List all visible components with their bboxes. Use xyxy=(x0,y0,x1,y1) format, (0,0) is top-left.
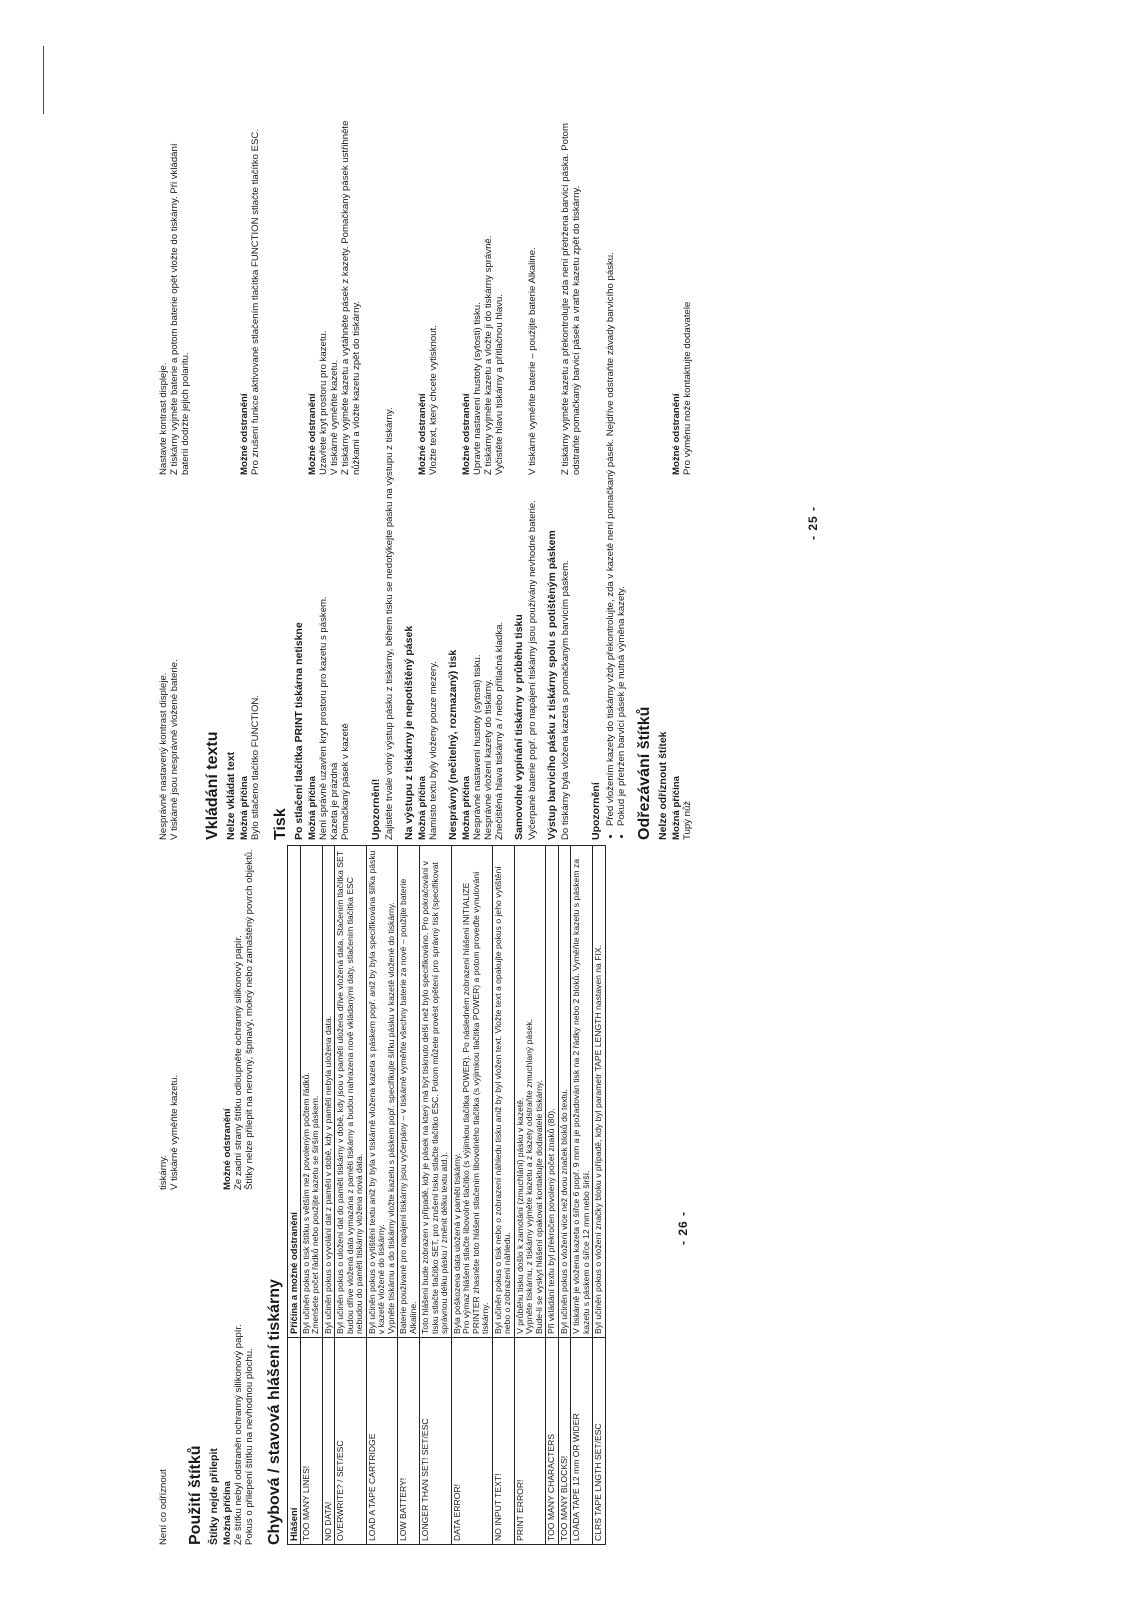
error-table-row xyxy=(451,846,492,1545)
warning-head: Upozornění! xyxy=(370,778,382,840)
error-message: TOO MANY CHARACTERS xyxy=(546,1338,559,1545)
error-table-row xyxy=(335,846,367,1545)
page-number-26: - 26 - xyxy=(676,1210,690,1245)
cause-head: Možná příčina xyxy=(222,1481,233,1545)
use-labels-heads xyxy=(222,845,233,1545)
cause: Pomačkaný pásek v kazetě xyxy=(340,723,351,840)
fix-head: Možné odstranění xyxy=(417,393,428,475)
print-heads-2 xyxy=(417,120,428,840)
error-messages-title: Chybová / stavová hlášení tiskárny xyxy=(266,1279,283,1545)
display-cause-2: V tiskárně jsou nesprávně vložené baterie. xyxy=(169,659,180,840)
text-entry-heads xyxy=(239,120,250,840)
error-table-row xyxy=(366,846,398,1545)
error-cause-fix: Byl učiněn pokus o vytištění textu aniž by byla v tiskárně vložena kazeta s páskem popř. aniž by byla specifikována šířka pásku v kazetě vložené do tiskárny. Vypněte tiskárnu a do tiskárny vložte kazetu s páskem popř. specifikujte šířku pásku v kazetě vložené do tiskárny. xyxy=(366,846,398,1338)
fix: Vložte text, který chcete vytisknout. xyxy=(428,325,439,475)
error-message: TOO MANY LINES! xyxy=(300,1338,322,1545)
error-cause-fix: Byl učiněn pokus o uložení dat do paměti tiskárny v době, kdy jsou v paměti uložena dříve vložená data. Stačením tlačítka SET budou dříve vložená data vymazána z paměti tiskárny a budou nahrazena nově vkládanými daty, stlačením tlačítka ESC nebudou do paměti tiskárny vložena nová data. xyxy=(335,846,367,1338)
error-table-row xyxy=(398,846,420,1545)
cause-head: Možná příčina xyxy=(417,776,428,840)
error-message: PRINT ERROR! xyxy=(514,1338,546,1545)
error-table-row xyxy=(593,846,606,1545)
error-cause-fix: Byl učiněn pokus o vložení značky bloku v případě, kdy byl parametr TAPE LENGTH nastaven na FIX. xyxy=(593,846,606,1338)
error-cause-fix: V tiskárně je vložena kazeta o šířce 6 popř. 9 mm a je požadován tisk na 2 řádky nebo 2 bloků. Vyměňte kazetu s páskem za kazetu s páskem o šířce 12 mm nebo širší. xyxy=(571,846,593,1338)
cutting-title: Odřezávání štítků xyxy=(636,706,653,840)
fix-head: Možné odstranění xyxy=(307,393,318,475)
cause: Namísto textu byly vloženy pouze mezery. xyxy=(428,661,439,840)
print-row xyxy=(329,120,340,840)
error-table-row xyxy=(571,846,593,1545)
error-message: OVERWRITE? / SET/ESC xyxy=(335,1338,367,1545)
display-fix-2: Z tiskárny vyjměte baterie a potom baterie opět vložte do tiskárny. Při vkládání baterií dodržte jejich polaritu. xyxy=(169,143,191,475)
fix: V tiskárně vyměňte baterie – použijte baterie Alkaline. xyxy=(527,247,538,475)
error-cause-fix: Při vkládání textu byl překročen povolený počet znaků (80). xyxy=(546,846,559,1338)
use-row-1-cause: Ze štítku nebyl odstraněn ochranný silikonový papír. xyxy=(233,1324,244,1545)
error-message: TOO MANY BLOCKS! xyxy=(558,1338,571,1545)
print-title: Tisk xyxy=(272,808,289,840)
cause-head: Možná příčina xyxy=(461,776,472,840)
error-table-row xyxy=(322,846,335,1545)
error-cause-fix: V průběhu tisku došlo k zamotání (zmuchlání) pásku v kazetě. Vypněte tiskárnu, z tiskárny vyjměte kazetu a z kazety odstraňte zmuchlaný pásek. Bude-li se vyskyt hlášení opakovat kontaktujte dodavatele tiskárny. xyxy=(514,846,546,1338)
print-row xyxy=(560,120,582,840)
error-message: LOW BATTERY! xyxy=(398,1338,420,1545)
cause: Znečištěná hlava tiskárny a / nebo přítlačná kladka. xyxy=(494,621,505,840)
error-cause-fix: Byl učiněn pokus o vyvolání dat z paměti v době, kdy v paměti nebyla uložena data. xyxy=(322,846,335,1338)
use-row-2 xyxy=(244,845,255,1545)
print-sub-4: Samovolné vypínání tiskárny v průběhu tisku xyxy=(513,614,525,840)
fix-head: Možné odstranění xyxy=(239,393,250,475)
cause-head: Možná příčina xyxy=(671,776,682,840)
print-row xyxy=(527,120,538,840)
cause: Nesprávné vložení kazety do tiskárny. xyxy=(483,679,494,840)
error-message: NO INPUT TEXT! xyxy=(492,1338,514,1545)
print-sub-1: Po stlačení tlačítka PRINT tiskárna netiskne xyxy=(293,622,305,840)
fix: Z tiskárny vyjměte kazetu a vložte ji do tiskárny správně. xyxy=(483,235,494,475)
print-sub-2: Na výstupu z tiskárny je nepotištěný pásek xyxy=(403,625,415,840)
col-cause-fix: Příčina a možné odstranění xyxy=(288,846,301,1338)
fix-head: Možné odstranění xyxy=(671,393,682,475)
cause-head: Možná příčina xyxy=(239,776,250,840)
col-message: Hlášení xyxy=(288,1338,301,1545)
page-number-25: - 25 - xyxy=(806,505,820,540)
fix-head: Možné odstranění xyxy=(461,393,472,475)
note-item: • Před vložením kazety do tiskárny vždy překontrolujte, zda v kazetě není pomačkaný pásek. Nejdříve odstraňte závady barvicího pásku. xyxy=(605,120,616,826)
fix: Uzavřete kryt prostoru pro kazetu. xyxy=(318,330,329,475)
print-row xyxy=(472,120,483,840)
error-table-row xyxy=(514,846,546,1545)
error-cause-fix: Byl učiněn pokus o vložení více než dvou značek bloků do textu. xyxy=(558,846,571,1338)
error-table-row xyxy=(558,846,571,1545)
text-entry-title: Vkládání textu xyxy=(204,731,221,840)
fix: V tiskárně vyměňte kazetu. xyxy=(329,359,340,475)
fix: Z tiskárny vyjměte kazetu a překontrolujte zda není přetržena barvicí páska. Potom odstraňte pomačkaný barvicí pásek a vraťte kazetu zpět do tiskárny. xyxy=(560,123,582,475)
error-message: LOAD A TAPE CARTRIDGE xyxy=(366,1338,398,1545)
intro-row xyxy=(158,845,180,1545)
cutting-cause: Tupý nůž xyxy=(682,800,693,840)
notes-list xyxy=(605,120,627,840)
print-heads-1 xyxy=(307,120,318,840)
error-cause-fix: Byl učiněn pokus o tisk štítku s větším než povoleným počtem řádků. Zmenšete počet řádků nebo použijte kazetu se širším páskem. xyxy=(300,846,322,1338)
error-cause-fix: Byla poškozena data uložená v paměti tiskárny. Pro výmaz hlášení stlačte libovolné tlačítko (s výjimkou tlačítka POWER). Po následném zobrazení hlášení INITIALIZE PRINTER zhasněte toto hlášení stlačením libovolného tlačítka (s výjimkou tlačítka POWER) a potom proveďte vynulování tiskárny. xyxy=(451,846,492,1338)
error-message: DATA ERROR! xyxy=(451,1338,492,1545)
use-row-2-cause: Pokus o přilepení štítku na nevhodnou plochu. xyxy=(244,1348,255,1545)
note-item: • Pokud je přetržen barvicí pásek je nutná výměna kazety. xyxy=(616,120,627,826)
cause-head: Možná příčina xyxy=(307,776,318,840)
fix: Vyčistěte hlavu tiskárny a přítlačnou hlavu. xyxy=(494,294,505,475)
use-row-1 xyxy=(233,845,244,1545)
display-fix-1: Nastavte kontrast displeje. xyxy=(158,362,169,475)
print-row xyxy=(428,120,439,840)
cause: Není správně uzavřen kryt prostoru pro kazetu s páskem. xyxy=(318,596,329,840)
cutting-heads xyxy=(671,120,682,840)
error-cause-fix: Baterie používané pro napájení tiskárny jsou vyčerpány – v tiskárně vyměňte všechny baterie za nové – použijte baterie Alkaline. xyxy=(398,846,420,1338)
fix: Z tiskárny vyjměte kazetu a vytáhněte pásek z kazety. Pomačkaný pásek ustřihněte nůžkami a vložte kazetu zpět do tiskárny. xyxy=(340,120,362,475)
fix-head: Možné odstranění xyxy=(222,1108,233,1190)
cause: Nesprávné nastavení hustoty (sytosti) tisku. xyxy=(472,654,483,840)
cutting-row xyxy=(682,120,693,840)
use-row-1-fix: Ze zadní strany štítku odloupněte ochranný silikonový papír. xyxy=(233,935,244,1190)
error-message: CLRS TAPE LNGTH SET/ESC xyxy=(593,1338,606,1545)
cause: Do tiskárny byla vložena kazeta s pomačkaným barvicím páskem. xyxy=(560,560,571,840)
display-row-2 xyxy=(169,120,191,840)
print-rows-1 xyxy=(318,120,362,840)
cause: Kazeta je prázdná xyxy=(329,762,340,840)
intro-cause: Není co odříznout xyxy=(158,1469,169,1545)
error-table-row xyxy=(420,846,452,1545)
cause: Vyčerpané baterie popř. pro napájení tiskárny jsou používány nevhodné baterie. xyxy=(527,500,538,840)
fix: Upravte nastavení hustoty (sytosti) tisku. xyxy=(472,302,483,475)
error-message: NO DATA! xyxy=(322,1338,335,1545)
print-heads-3 xyxy=(461,120,472,840)
display-cause-1: Nesprávně nastavený kontrast displeje. xyxy=(158,672,169,840)
print-row xyxy=(318,120,329,840)
text-entry-subtitle: Nelze vkládat text xyxy=(225,751,237,840)
display-row-1 xyxy=(158,120,169,840)
use-labels-subtitle: Štítky nejde přilepit xyxy=(208,1448,220,1545)
print-sub-5: Výstup barvicího pásku z tiskárny spolu s potištěným páskem xyxy=(546,530,558,840)
error-table-row xyxy=(492,846,514,1545)
error-table-row xyxy=(546,846,559,1545)
error-message: LONGER THAN SET! SET/ESC xyxy=(420,1338,452,1545)
text-entry-fix: Pro zrušení funkce aktivované stlačením tlačítka FUNCTION stlačte tlačítko ESC. xyxy=(250,128,261,475)
scan-edge-line xyxy=(43,46,44,114)
text-entry-cause: Bylo stlačeno tlačítko FUNCTION. xyxy=(250,694,261,840)
page-25 xyxy=(158,120,858,840)
cutting-fix: Pro výměnu nože kontaktujte dodavatele xyxy=(682,301,693,475)
use-row-2-fix: Štítky nelze přilepit na nerovný, špinavý, mokrý nebo zamaštěný povrch objektů. xyxy=(244,849,255,1190)
text-entry-row xyxy=(250,120,261,840)
error-cause-fix: Toto hlášení bude zobrazen v případě, kdy je pásek na který má být tisknuto delší než bylo specifikováno. Pro pokračování v tisku stlačte tlačítko SET, pro zrušení tisku stlačte tlačítko ESC. Potom můžete provést opětení pro správný tisk (specifikovat správnou délku pásku / změnit délku textu atd.). xyxy=(420,846,452,1338)
notes-head: Upozornění xyxy=(590,782,602,840)
warning-text: Zajistěte trvale volný výstup pásku z tiskárny, během tisku se nedotýkejte pásku na výstupu z tiskárny. xyxy=(384,407,395,840)
print-row xyxy=(494,120,505,840)
page-26 xyxy=(158,845,778,1545)
error-message: LOADA TAPE 12 mm OR WIDER xyxy=(571,1338,593,1545)
error-cause-fix: Byl učiněn pokus o tisk nebo o zobrazení náhledu tisku aniž by byl vložen text. Vložte text a opakujte pokus o jeho vytištění nebo o zobrazení náhledu. xyxy=(492,846,514,1338)
error-table-row xyxy=(300,846,322,1545)
intro-fix: tiskárny. V tiskárně vyměňte kazetu. xyxy=(158,1074,180,1190)
print-sub-3: Nesprávný (nečitelný, rozmazaný) tisk xyxy=(447,649,459,840)
error-messages-table xyxy=(287,845,606,1545)
use-labels-title: Použití štítků xyxy=(187,1445,204,1545)
print-row xyxy=(483,120,494,840)
cutting-subtitle: Nelze odříznout štítek xyxy=(657,731,669,840)
print-row xyxy=(340,120,362,840)
